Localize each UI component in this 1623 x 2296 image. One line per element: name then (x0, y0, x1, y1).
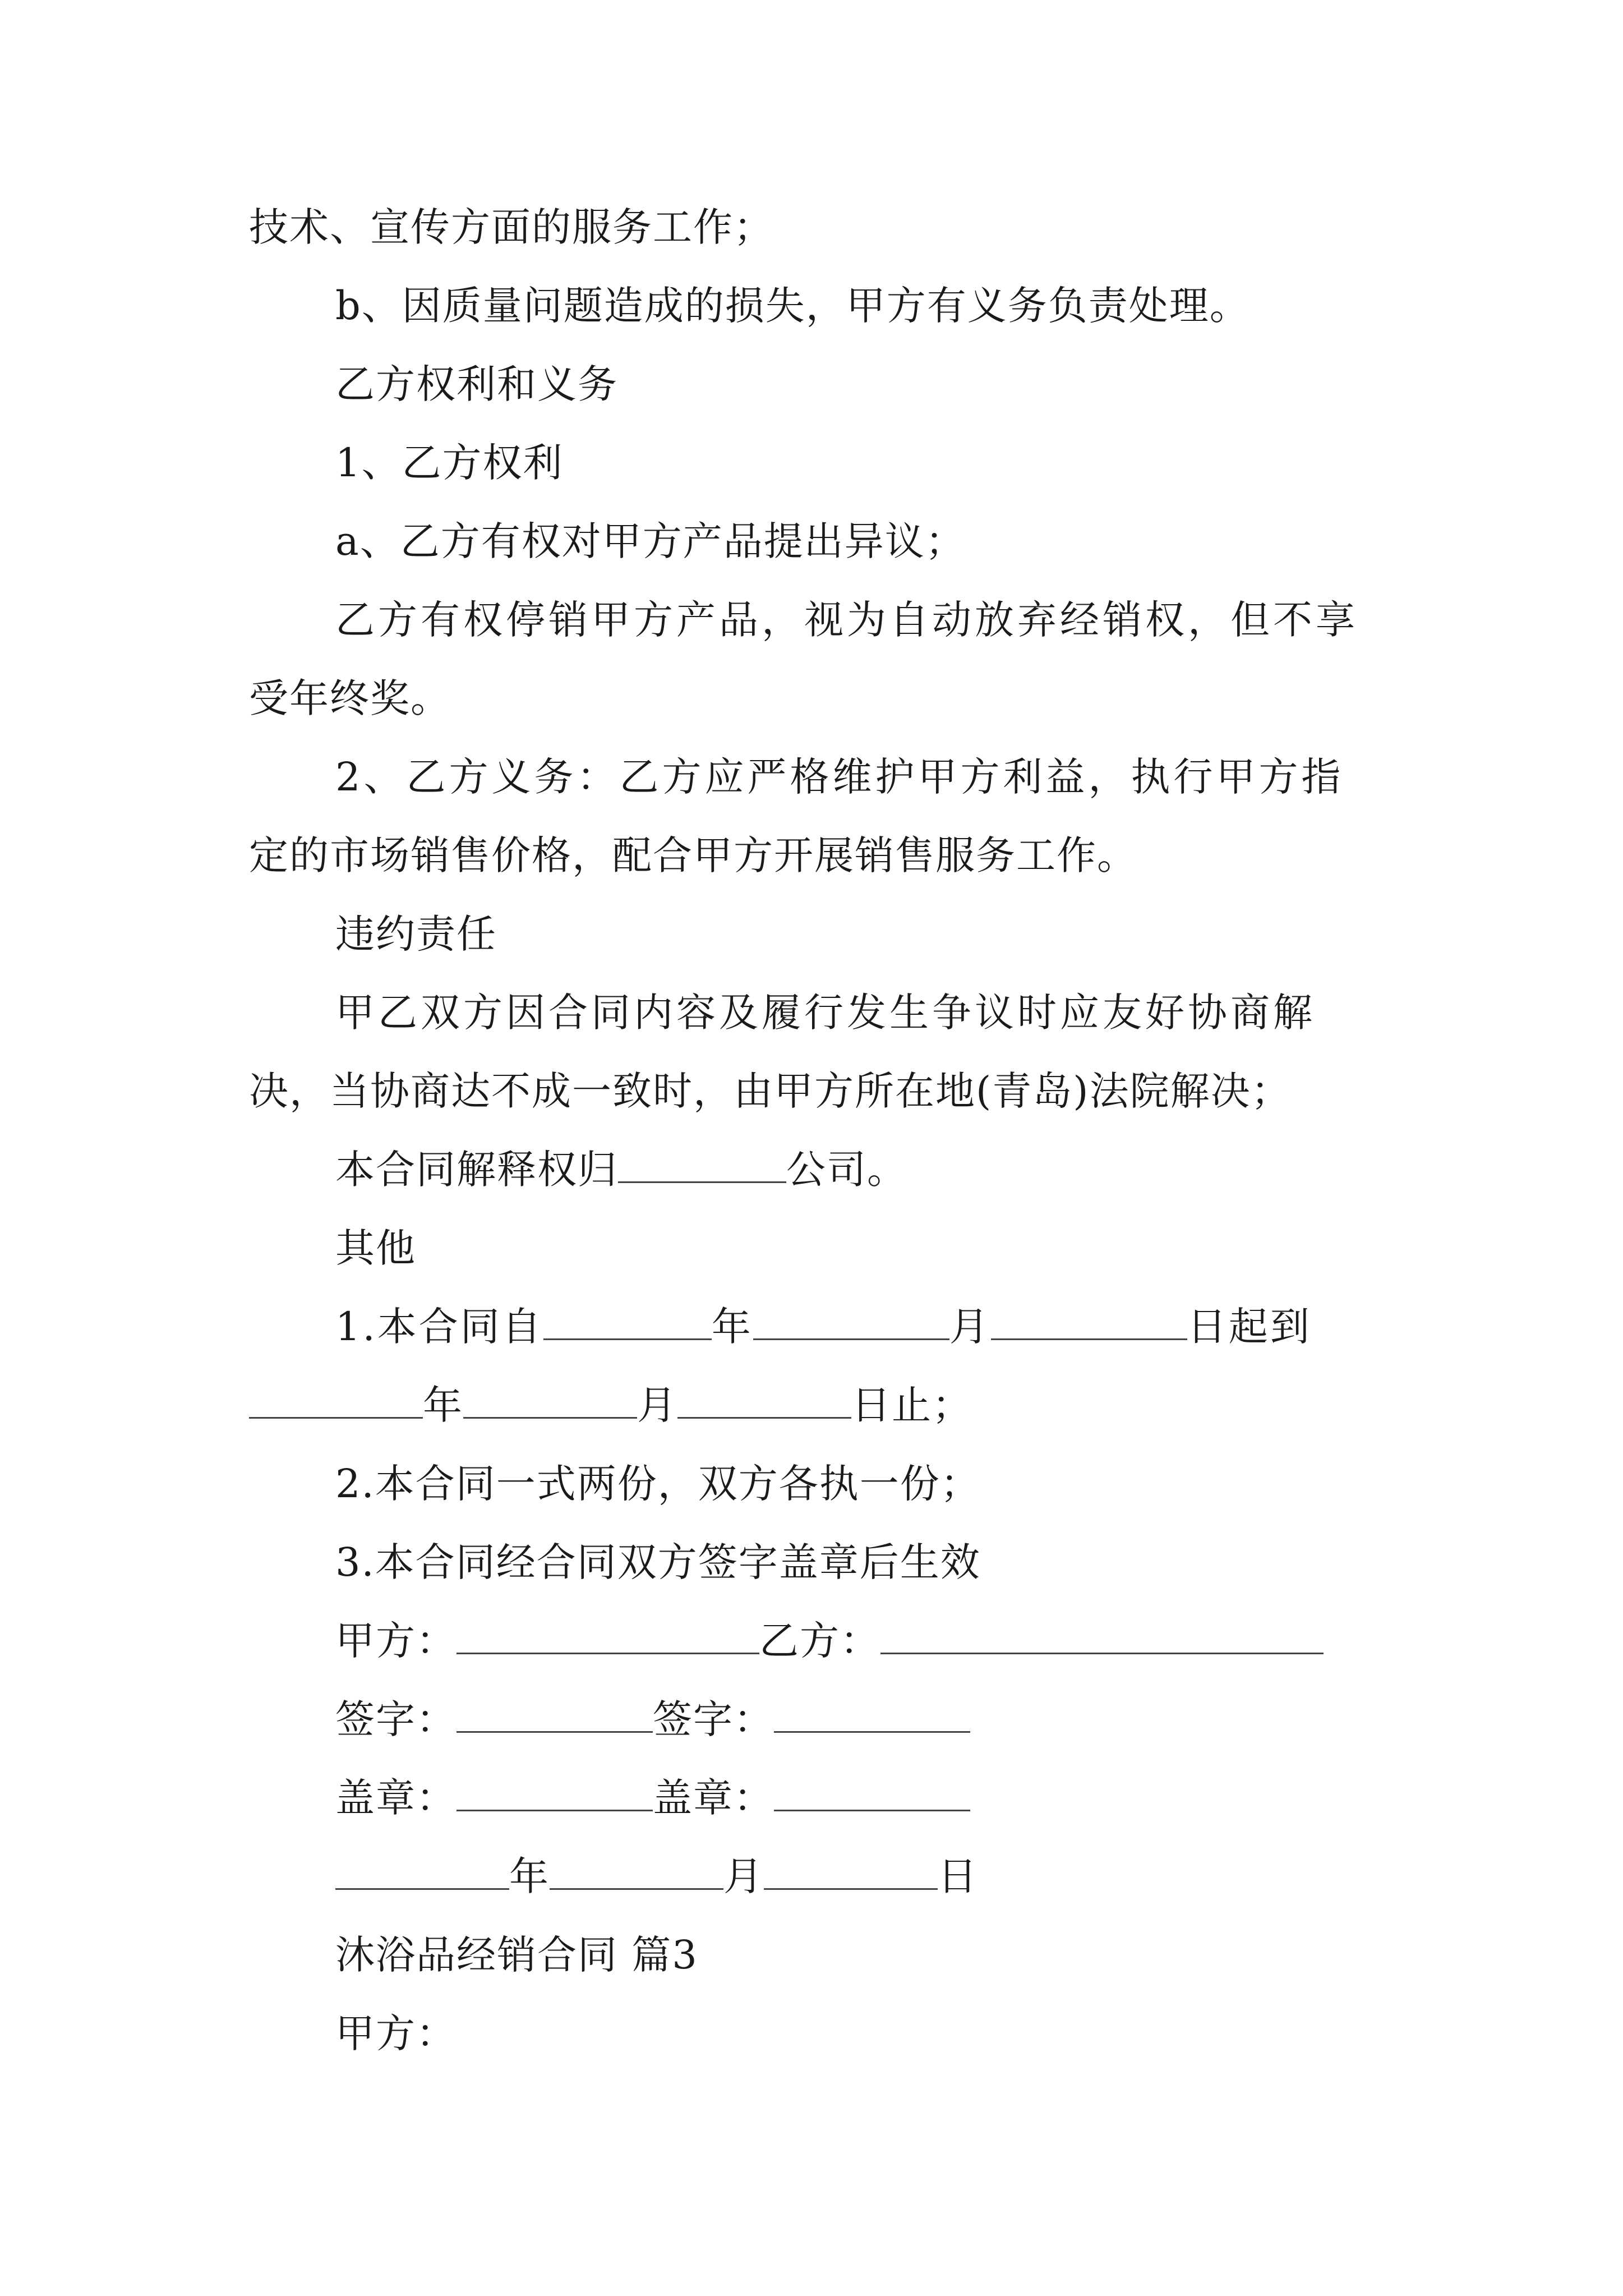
subsection-heading: 1、乙方权利 (335, 440, 564, 486)
paragraph-line: b、因质量问题造成的损失，甲方有义务负责处理。 (335, 283, 1250, 329)
party-line (335, 1616, 1324, 1666)
date-day-label: 日 (938, 1853, 978, 1899)
section-heading: 乙方权利和义务 (335, 361, 618, 407)
date-line (335, 1851, 978, 1902)
start-month-blank (753, 1303, 949, 1340)
party-b-sign-label: 签字： (653, 1696, 774, 1742)
company-blank (618, 1145, 786, 1183)
party-b-sign-blank (774, 1695, 970, 1733)
term-prefix: 1.本合同自 (335, 1304, 543, 1350)
paragraph-line: 受年终奖。 (249, 675, 451, 721)
party-a-heading: 甲方： (335, 2010, 457, 2056)
term-year-label: 年 (711, 1304, 753, 1350)
paragraph-line: a、乙方有权对甲方产品提出异议； (335, 518, 966, 564)
party-b-seal-label: 盖章： (653, 1775, 774, 1821)
party-b-label: 乙方： (759, 1618, 880, 1664)
paragraph-line: 甲乙双方因合同内容及履行发生争议时应友好协商解 (335, 990, 1316, 1036)
paragraph-line: 定的市场销售价格，配合甲方开展销售服务工作。 (249, 832, 1137, 878)
term-month-label: 月 (949, 1304, 991, 1350)
party-a-seal-label: 盖章： (335, 1775, 457, 1821)
term-year2-label: 年 (423, 1382, 463, 1428)
party-a-seal-blank (457, 1774, 653, 1811)
section-heading: 违约责任 (335, 911, 497, 957)
party-a-sign-label: 签字： (335, 1696, 457, 1742)
contract-title: 沐浴品经销合同 篇3 (335, 1932, 698, 1978)
party-a-label: 甲方： (335, 1618, 457, 1664)
end-month-blank (463, 1381, 637, 1419)
sign-month-blank (550, 1852, 723, 1890)
paragraph-line: 3.本合同经合同双方签字盖章后生效 (335, 1539, 981, 1585)
signature-line (335, 1694, 970, 1745)
paragraph-line: 2.本合同一式两份，双方各执一份； (335, 1461, 981, 1507)
sign-day-blank (764, 1852, 938, 1890)
term-line (335, 1301, 1312, 1352)
sign-year-blank (335, 1852, 509, 1890)
end-day-blank (677, 1381, 851, 1419)
start-year-blank (543, 1303, 712, 1340)
section-heading: 其他 (335, 1225, 416, 1271)
term-month2-label: 月 (637, 1382, 677, 1428)
paragraph-line: 技术、宣传方面的服务工作； (249, 204, 774, 250)
paragraph-line: 乙方有权停销甲方产品，视为自动放弃经销权，但不享 (335, 597, 1358, 643)
end-year-blank (249, 1381, 423, 1419)
interpretation-line (335, 1144, 907, 1195)
interpretation-suffix: 公司。 (786, 1147, 907, 1193)
date-year-label: 年 (509, 1853, 550, 1899)
paragraph-line: 决，当协商达不成一致时，由甲方所在地(青岛)法院解决； (249, 1068, 1292, 1114)
term-line-continued (249, 1380, 972, 1430)
term-day-end-label: 日止； (851, 1382, 972, 1428)
party-b-blank (880, 1617, 1324, 1654)
party-b-seal-blank (774, 1774, 970, 1811)
seal-line (335, 1773, 970, 1823)
start-day-blank (991, 1303, 1187, 1340)
date-month-label: 月 (723, 1853, 764, 1899)
party-a-sign-blank (457, 1695, 653, 1733)
party-a-blank (457, 1617, 759, 1654)
paragraph-line: 2、乙方义务：乙方应严格维护甲方利益，执行甲方指 (335, 754, 1344, 800)
term-day-start-label: 日起到 (1187, 1304, 1312, 1350)
interpretation-prefix: 本合同解释权归 (335, 1147, 618, 1193)
